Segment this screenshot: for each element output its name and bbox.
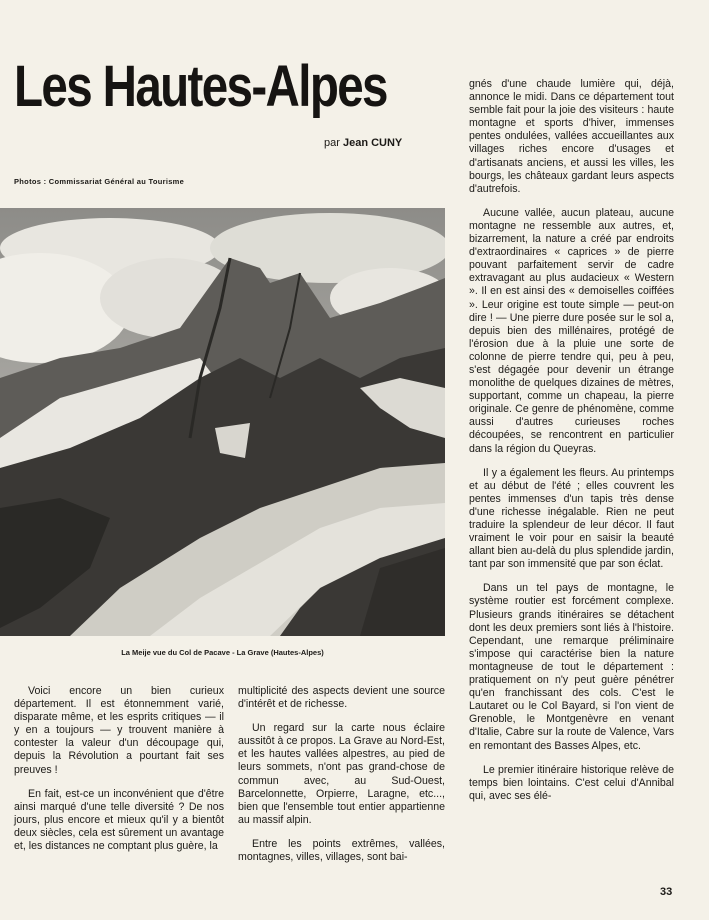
paragraph: gnés d'une chaude lumière qui, déjà, annonce le midi. Dans ce département tout semble fait pour la joie des visiteurs : haute montagne et sports d'hiver, immenses pentes ondulées, vallées accueillantes aux villages riches encore d'usages et d'artisanats anciens, et aussi les villes, les bourgs, les châteaux gardant leurs aspects d'autrefois.	[469, 78, 674, 195]
paragraph: En fait, est-ce un inconvénient que d'être ainsi marqué d'une telle diversité ? De nos jours, plus encore et mieux qu'il y a bientôt deux siècles, cela est sûrement un avantage et, les distances ne comptant plus guère, la	[14, 787, 224, 853]
page-number: 33	[660, 886, 673, 898]
paragraph: multiplicité des aspects devient une source d'intérêt et de richesse.	[238, 685, 445, 711]
paragraph: Il y a également les fleurs. Au printemps et au début de l'été ; elles couvrent les pentes immenses d'un tapis très dense d'une richesse inégalable. Rien ne peut traduire la splendeur de leur décor. Il faut vraiment le voir pour en saisir la beauté allant bien au-delà du plus splendide jardin, tant par son immensité que par son éclat.	[469, 466, 674, 571]
paragraph: Aucune vallée, aucun plateau, aucune montagne ne ressemble aux autres, et, bizarrement, la nature a créé par endroits d'extraordinaires « caprices » de pierre pouvant parfaitement servir de cadre extravagant au plus audacieux « Western ». Il en est ainsi des « demoiselles coiffées ». Leur origine est toute simple — peut-on dire ! — Une pierre dure posée sur le sol a, depuis bien des millénaires, protégé de l'érosion due à la pluie une sorte de colonne de pierre tendre qui, peu à peu, s'est dégagée pour devenir un étrange monolithe de quelques dizaines de mètres, supportant, comme un chapeau, la pierre originale. Ce genre de phénomène, comme aussi d'autres curieuses roches découpées, se rencontrent en particulier dans la région du Queyras.	[469, 206, 674, 455]
text-column-3	[469, 78, 674, 814]
text-column-1	[14, 685, 224, 864]
photo-caption: La Meije vue du Col de Pacave - La Grave (Hautes-Alpes)	[121, 648, 324, 657]
paragraph: Entre les points extrêmes, vallées, montagnes, villes, villages, sont bai-	[238, 837, 445, 864]
article-title: Les Hautes-Alpes	[14, 54, 387, 119]
author-byline	[324, 137, 402, 149]
author-prefix: par	[324, 137, 340, 149]
paragraph: Le premier itinéraire historique relève de temps bien lointains. C'est celui d'Annibal qui, avec ses élé-	[469, 763, 674, 802]
paragraph: Dans un tel pays de montagne, le système routier est forcément complexe. Plusieurs grands itinéraires se détachent dont les deux premiers sont liés à l'histoire. Cependant, une remarque préliminaire s'impose qui caractérise bien la nature montagneuse de tout le département : pratiquement on n'y peut guère pénétrer qu'en franchissant des cols. C'est le Lautaret ou le Col Bayard, si l'on vient de Grenoble, le Montgenèvre en venant d'Italie, Cabre sur la route de Valence, Vars en remontant des Basses Alpes, etc.	[469, 582, 674, 752]
paragraph: Un regard sur la carte nous éclaire aussitôt à ce propos. La Grave au Nord-Est, et les hautes vallées alpestres, au pied de leurs sommets, n'ont pas grand-chose de commun avec, au Sud-Ouest, Barcelonnette, Orpierre, Laragne, etc..., bien que l'ensemble tout entier appartienne au massif alpin.	[238, 722, 445, 826]
photo-credit: Photos : Commissariat Général au Tourisme	[14, 177, 185, 186]
paragraph: Voici encore un bien curieux département. Il est étonnemment varié, disparate même, et les esprits critiques — il y en a toujours — y trouvent manière à contester la valeur d'un découpage qui, depuis la Révolution a pourtant fait ses preuves !	[14, 685, 224, 776]
text-column-2	[238, 685, 445, 875]
mountain-photo	[0, 208, 445, 636]
author-name: Jean CUNY	[342, 137, 403, 149]
